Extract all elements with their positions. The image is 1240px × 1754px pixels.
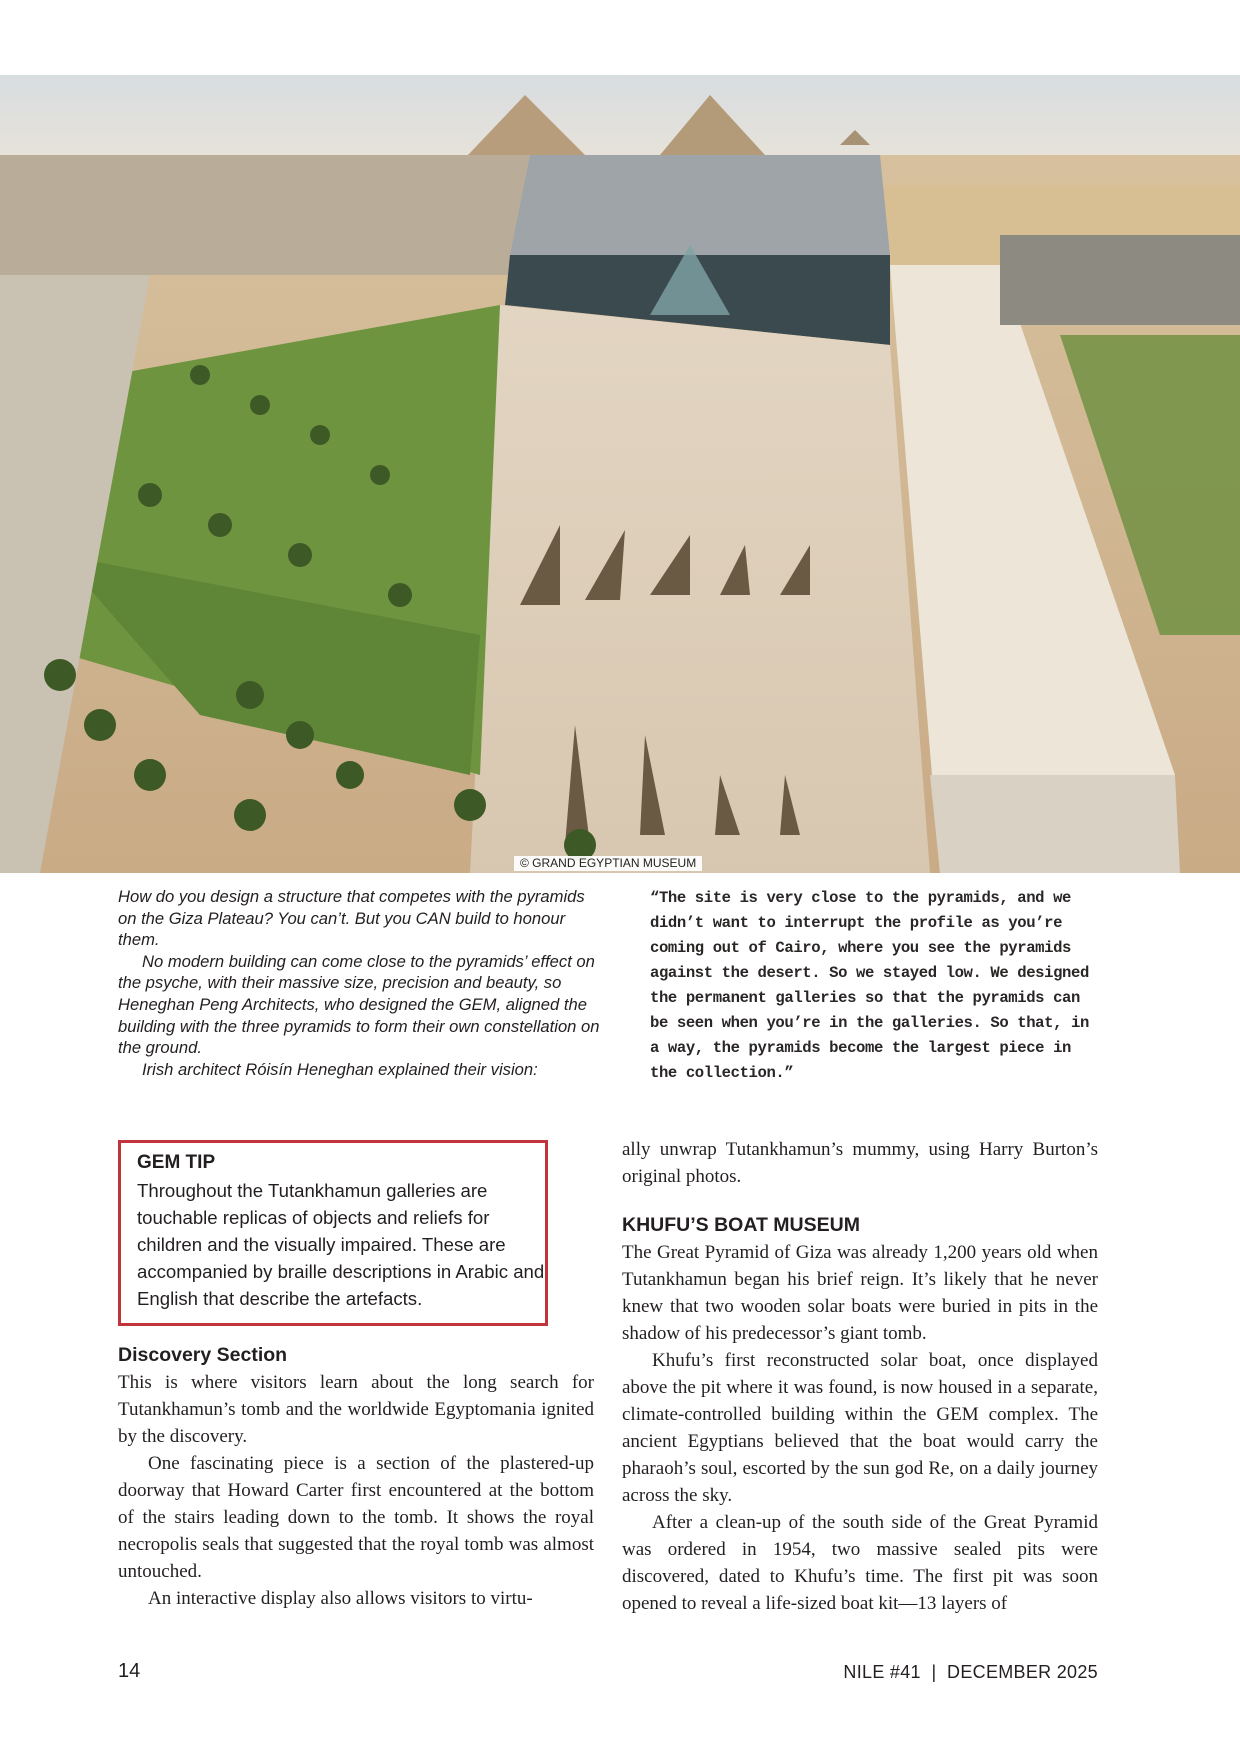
tip-body: Throughout the Tutankhamun galleries are touchable replicas of objects and reliefs for children and the visually impaired. These are accompanied by braille descriptions in Arabic and English that describe the artefacts. (137, 1180, 545, 1309)
caption-paragraph: How do you design a structure that competes with the pyramids on the Giza Plateau? You can’t. But you CAN build to honour them. (118, 887, 585, 950)
caption-paragraph: No modern building can come close to the pyramids’ effect on the psyche, with their massive size, precision and beauty, so Heneghan Peng Architects, who designed the GEM, aligned the building with the three pyramids to form their own constellation on the ground. (118, 951, 600, 1058)
right-column (622, 1136, 1098, 1617)
body-paragraph: One fascinating piece is a section of the plastered-up doorway that Howard Carter first encountered at the bottom of the stairs leading down to the tomb. It shows the royal necropolis seals that suggested that the royal tomb was almost untouched. (118, 1453, 594, 1582)
tip-title: GEM TIP (137, 1152, 216, 1173)
body-paragraph: An interactive display also allows visitors to virtu- (148, 1588, 533, 1609)
body-paragraph: After a clean-up of the south side of the Great Pyramid was ordered in 1954, two massive sealed pits were discovered, dated to Khufu’s time. The first pit was soon opened to reveal a life-sized boat kit—13 layers of (622, 1512, 1098, 1614)
discovery-heading: Discovery Section (118, 1344, 288, 1366)
photo-credit: © GRAND EGYPTIAN MUSEUM (514, 856, 702, 871)
khufu-heading: KHUFU’S BOAT MUSEUM (622, 1214, 860, 1236)
body-paragraph: Khufu’s first reconstructed solar boat, once displayed above the pit where it was found, is now housed in a separate, climate-controlled building within the GEM complex. The ancient Egyptians believed that the boat would carry the pharaoh’s soul, escorted by the sun god Re, on a daily journey across the sky. (622, 1350, 1098, 1506)
city-background (0, 155, 540, 275)
museum-roof (510, 155, 890, 255)
museum-aerial-illustration (0, 75, 1240, 873)
page-number: 14 (118, 1660, 141, 1682)
aerial-photo-grand-egyptian-museum (0, 75, 1240, 873)
body-paragraph: This is where visitors learn about the long search for Tutankhamun’s tomb and the worldwide Egyptomania ignited by the discovery. (118, 1372, 594, 1447)
architect-quote: “The site is very close to the pyramids, and we didn’t want to interrupt the profile as you’re coming out of Cairo, where you see the pyramids against the desert. So we stayed low. We designed the permanent galleries so that the pyramids can be seen when you’re in the galleries. So that, in a way, the pyramids become the largest piece in the collection.” (650, 889, 1089, 1082)
discovery-section (118, 1342, 594, 1612)
caption-paragraph: Irish architect Róisín Heneghan explained their vision: (142, 1059, 538, 1079)
issue-label: NILE #41 | DECEMBER 2025 (843, 1662, 1098, 1682)
body-paragraph: The Great Pyramid of Giza was already 1,200 years old when Tutankhamun began his brief reign. It’s likely that he never knew that two wooden solar boats were buried in pits in the shadow of his predecessor’s giant tomb. (622, 1242, 1098, 1344)
gem-tip-box (118, 1140, 548, 1326)
body-paragraph: ally unwrap Tutankhamun’s mummy, using Harry Burton’s original photos. (622, 1139, 1098, 1187)
photo-caption (118, 886, 600, 1080)
